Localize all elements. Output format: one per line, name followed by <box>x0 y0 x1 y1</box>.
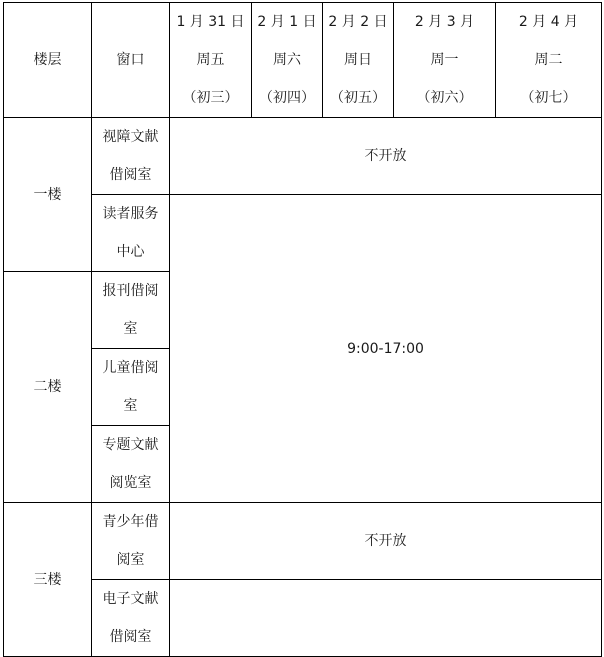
day-header <box>170 3 252 118</box>
table-row <box>4 580 602 657</box>
table-row <box>4 195 602 272</box>
room-cell <box>92 195 170 272</box>
floor-label: 一楼 <box>4 118 92 272</box>
day-lunar: （初五） <box>330 90 386 106</box>
room-cell <box>92 503 170 580</box>
day-date: 2 月 2 日 <box>328 14 388 30</box>
room-name-line: 室 <box>123 398 138 414</box>
closed-status-cell: 不开放 <box>170 118 602 195</box>
day-weekday: 周一 <box>430 52 459 68</box>
room-name-line: 儿童借阅 <box>102 360 159 376</box>
room-cell <box>92 118 170 195</box>
room-name-line: 借阅室 <box>109 167 152 183</box>
room-name-line: 报刊借阅 <box>102 283 159 299</box>
day-weekday: 周六 <box>273 52 301 68</box>
room-cell <box>92 349 170 426</box>
day-date: 2 月 1 日 <box>257 14 317 30</box>
header-row <box>4 3 602 118</box>
day-lunar: （初三） <box>182 90 239 106</box>
day-header <box>496 3 602 118</box>
room-name-line: 借阅室 <box>109 629 152 645</box>
room-name-line: 室 <box>123 321 138 337</box>
open-hours-cell: 9:00-17:00 <box>170 195 602 503</box>
room-name-line: 专题文献 <box>102 437 159 453</box>
day-date: 1 月 31 日 <box>176 14 245 30</box>
day-weekday: 周二 <box>534 52 563 68</box>
room-cell <box>92 580 170 657</box>
day-weekday: 周五 <box>196 52 225 68</box>
day-weekday: 周日 <box>344 52 372 68</box>
day-date: 2 月 4 月 <box>518 14 579 30</box>
room-cell <box>92 272 170 349</box>
room-name-line: 读者服务 <box>102 206 159 222</box>
day-header <box>252 3 323 118</box>
floor-label: 二楼 <box>4 272 92 503</box>
day-lunar: （初七） <box>520 90 577 106</box>
floor-header: 楼层 <box>4 3 92 118</box>
schedule-cell <box>170 580 602 657</box>
room-name-line: 青少年借 <box>102 514 159 530</box>
opening-schedule-table <box>3 2 602 657</box>
day-lunar: （初四） <box>259 90 315 106</box>
window-header: 窗口 <box>92 3 170 118</box>
day-header <box>394 3 496 118</box>
room-name-line: 电子文献 <box>102 591 159 607</box>
day-date: 2 月 3 月 <box>414 14 475 30</box>
table-row <box>4 503 602 580</box>
table-row <box>4 118 602 195</box>
room-name-line: 阅室 <box>116 552 145 568</box>
room-name-line: 阅览室 <box>109 475 152 491</box>
room-cell <box>92 426 170 503</box>
room-name-line: 中心 <box>116 244 145 260</box>
day-header <box>323 3 394 118</box>
room-name-line: 视障文献 <box>102 129 159 145</box>
floor-label: 三楼 <box>4 503 92 657</box>
closed-status-cell: 不开放 <box>170 503 602 580</box>
day-lunar: （初六） <box>416 90 473 106</box>
